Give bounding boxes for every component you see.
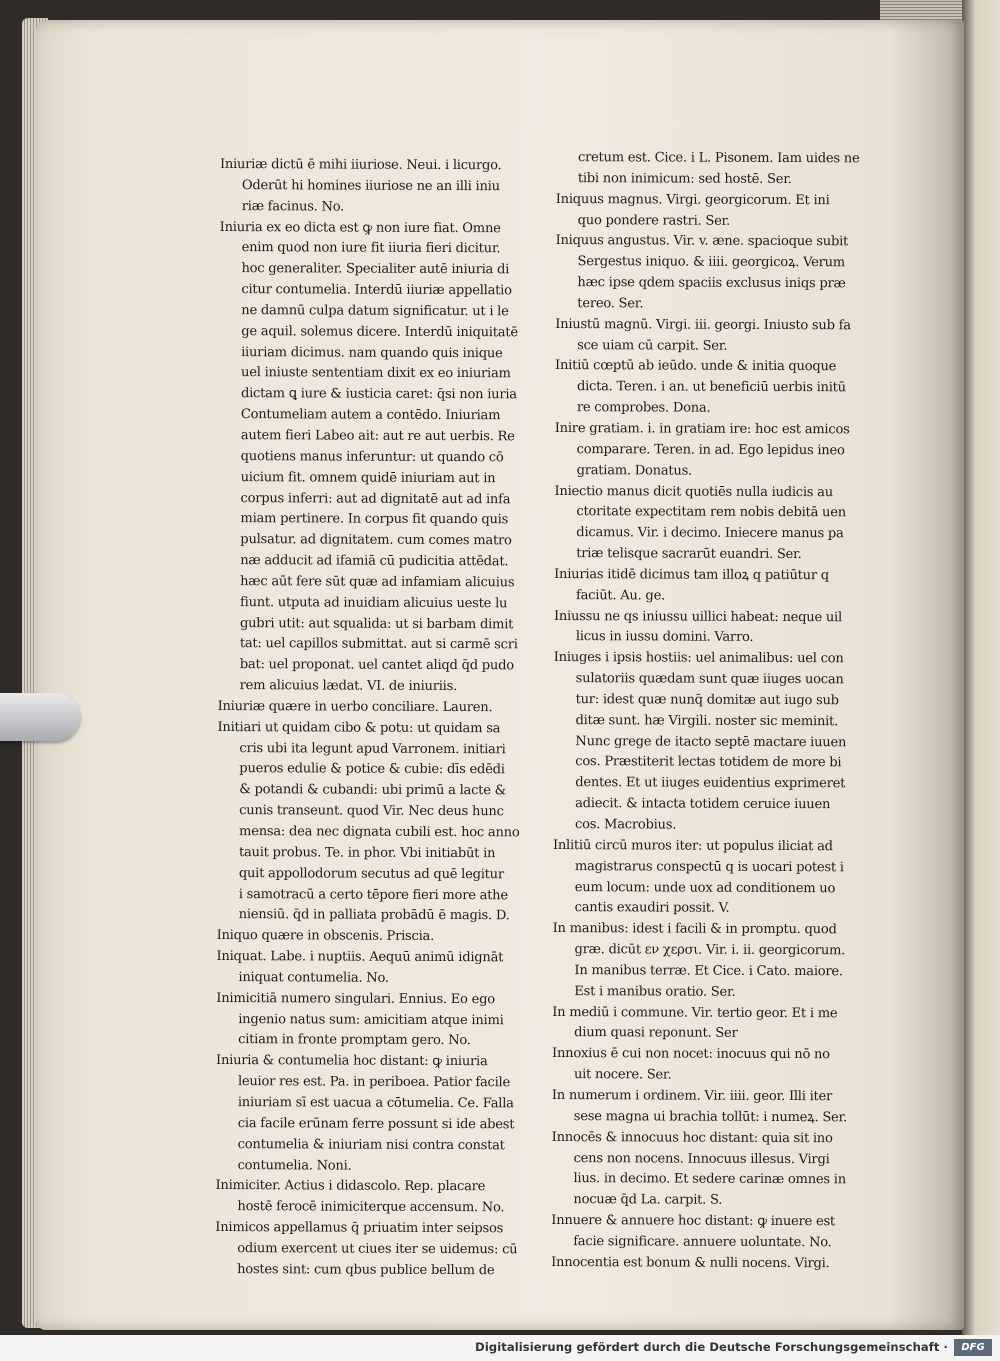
text-line: gubri utit: aut squalida: ut si barbam dimit [239,615,514,632]
text-line: cunis transeunt. quod Vir. Nec deus hunc [239,803,504,820]
text-line: cia facile erūnam ferre possunt si ide abest [237,1115,515,1133]
text-line: iniquat contumelia. No. [238,969,389,986]
text-line: cos. Præstiterit lectas totidem de more bi [575,754,842,771]
text-line: quo pondere rastri. Ser. [577,212,731,229]
text-line: hoc generaliter. Specialiter autē iniuria di [241,261,510,278]
text-line: corpus inferri: aut ad dignitatē aut ad infa [240,490,511,507]
text-line: pueros edulie & potice & cubie: dīs edēdi [239,761,505,778]
dfg-logo-icon: DFG [954,1339,992,1356]
text-line: Iniquus angustus. Vir. v. æne. spacioque subit [555,233,849,250]
text-line: re comprobes. Dona. [576,400,711,416]
text-line: Iniuriæ quære in uerbo conciliare. Lauren. [217,698,493,716]
text-line: uel iniuste sententiam dixit ex eo iniuriam [241,365,511,382]
text-line: uit nocere. Ser. [573,1067,672,1083]
text-line: hostē ferocē inimiciterque accensum. No. [237,1199,505,1216]
text-line: magistrarus conspectū q is uocari potest i [574,858,844,875]
text-line: nocuæ q̄d La. carpit. S. [573,1192,723,1208]
text-line: dicamus. Vir. i decimo. Iniecere manus pa [576,525,844,542]
text-line: hæc ipse qdem spaciis exclusus iniqs præ [577,275,846,292]
page-clip [0,693,80,741]
text-line: Iniustū magnū. Virgi. iii. georgi. Iniusto sub fa [555,316,851,334]
text-line: triæ telisque sacrarūt euandri. Ser. [576,546,802,563]
text-line: sese magna ui brachia tollūt: i numeꝝ. Ser. [573,1108,848,1126]
text-line: dentes. Et ut iiuges euidentius exprimeret [575,775,846,792]
text-line: Iniuges i ipsis hostiis: uel animalibus: uel con [553,650,844,667]
text-line: iiuriam dicimus. nam quando quis inique [241,344,503,361]
text-line: Inire gratiam. i. in gratiam ire: hoc est amicos [554,420,850,438]
text-line: citur contumelia. Interdū iiuriæ appellatio [241,282,512,299]
text-line: ctoritate expectitam rem nobis debitā uen [576,504,846,521]
text-line: hæc aūt fere sūt quæ ad infamiam alicuius [240,573,515,591]
text-line: hostes sint: cum qbus publice bellum de [237,1261,495,1278]
footer-bar [0,1335,1000,1361]
text-line: Iniuria & contumelia hoc distant: ꝙ iniuria [216,1053,488,1070]
text-line: næ adducit ad ifamiā cū pudicitia attēdat. [240,553,509,570]
text-line: tat: uel capillos submittat. aut si carmē scri [239,636,518,653]
text-line: tur: idest quæ nunq̄ domitæ aut iugo sub [575,692,839,709]
text-line: citiam in fronte promptam gero. No. [238,1032,471,1049]
text-line: autem fieri Labeo ait: aut re aut uerbis. Re [240,428,515,445]
text-line: Iniquus magnus. Virgi. georgicorum. Et ini [555,191,830,208]
text-line: Initiū cœptū ab ieūdo. unde & initia quoque [555,358,837,375]
text-line: ditæ sunt. hæ Virgili. noster sic meminit. [575,712,839,730]
text-line: Iniussu ne qs iniussu uillici habeat: neque uil [553,608,842,625]
text-line: & potandi & cubandi: ubi primū a lacte & [239,782,507,799]
text-line: In mediū i commune. Vir. tertio geor. Et i me [552,1004,838,1021]
text-line: ne damnū culpa datum significatur. ut i le [241,303,509,320]
text-line: cantis exaudiri possit. V. [574,900,730,917]
text-line: In manibus: idest i facili & in promptu. quod [552,921,837,938]
text-line: Sergestus iniquo. & iiii. georgicoꝝ. Verum [577,254,846,271]
text-line: Nunc grege de itacto septē mactare iuuen [575,733,847,750]
text-line: Iniquat. Labe. i nuptiis. Aequū animū idignāt [216,949,504,966]
text-line: Innuere & annuere hoc distant: ꝙ inuere est [551,1213,835,1230]
text-line: enim quod non iure fit iiuria fieri dicitur. [241,240,501,257]
text-line: bat: uel proponat. uel cantet aliqd q̄d pudo [239,657,514,674]
text-line: tibi non inimicum: sed hostē. Ser. [577,170,792,187]
text-line: uicium fit. omnem quidē iniuriam aut in [240,469,496,486]
text-line: comparare. Teren. in ad. Ego lepidus ineo [576,441,845,459]
text-line: facie significare. annuere uoluntate. No. [573,1233,832,1251]
text-column-left [215,155,550,1282]
text-line: Iniuria ex eo dicta est ꝙ non iure fiat. Omne [219,219,501,236]
text-line: dicta. Teren. i an. ut beneficiū uerbis initū [576,379,846,396]
text-line: Initiari ut quidam cibo & potu: ut quidam sa [217,719,501,737]
text-line: cris ubi ita legunt apud Varronem. initiari [239,740,506,757]
text-line: Inimiciter. Actius i didascolo. Rep. placare [215,1178,486,1195]
text-line: eum locum: unde uox ad conditionem uo [574,879,836,896]
text-line: contumelia. Noni. [237,1157,352,1174]
text-line: dictam ꝗ iure & iusticia caret: q̄si non iuria [240,386,517,403]
text-line: dium quasi reponunt. Ser [574,1025,738,1042]
text-line: Iniurias itidē dicimus tam illoꝝ q patiūtur q [554,566,829,584]
text-line: i samotracū a certo tēpore fieri more athe [238,886,508,903]
text-line: cens non nocens. Innocuus illesus. Virgi [573,1150,830,1167]
text-line: miam pertinere. In corpus fit quando quis [240,511,509,528]
text-line: iniuriam sī est uacua a cōtumelia. Ce. Falla [237,1095,514,1112]
text-line: adiecit. & intacta totidem ceruice iuuen [575,796,831,813]
text-line: mensa: dea nec dignata cubili est. hoc anno [239,824,520,841]
facing-page [962,0,1000,1335]
text-line: gratiam. Donatus. [576,462,693,479]
text-line: Inimicos appellamus q̄ priuatim inter seipsos [215,1220,504,1237]
text-line: faciūt. Au. ge. [576,587,666,604]
text-line: Innocentia est bonum & nulli nocens. Virgi. [551,1254,830,1271]
text-line: leuior res est. Pa. in periboea. Patior facile [237,1074,511,1091]
text-line: Oderūt hi homines iiuriose ne an illi iniu [241,177,500,195]
text-line: cos. Macrobius. [575,817,677,833]
text-line: Est i manibus oratio. Ser. [574,983,736,1000]
text-line: Iniectio manus dicit quotiēs nulla iudicis au [554,483,833,500]
text-line: ge aquil. solemus dicere. Interdū iniquitatē [241,323,518,341]
text-line: quit appollodorum secutus ad quē legitur [238,865,504,882]
text-line: Inlitiū circū muros iter: ut populus iliciat ad [552,837,833,855]
text-line: sulatoriis quædam sunt quæ iiuges uocan [575,671,844,688]
text-line: Iniquo quære in obscenis. Priscia. [216,928,435,945]
text-line: lius. in decimo. Et sedere carinæ omnes in [573,1171,846,1188]
text-line: Iniuriæ dictū ē mihi iiuriose. Neui. i licurgo. [219,156,502,174]
text-line: niensiū. q̄d in palliata probādū ē magis. D. [238,907,510,924]
text-line: Innoxius ē cui non nocet: inocuus qui nō no [552,1046,830,1063]
text-column-right [551,148,882,1275]
text-line: odium exercent ut ciues iter se uidemus: cū [237,1240,518,1258]
text-line: tauit probus. Te. in phor. Vbi initiabūt in [238,844,496,862]
text-line: In manibus terræ. Et Cice. i Cato. maiore. [574,962,843,980]
text-line: rem alicuius lædat. VI. de iniuriis. [239,678,458,695]
text-line: sce uiam cū carpit. Ser. [577,337,728,354]
text-line: riæ facinus. No. [241,198,345,215]
text-line: tereo. Ser. [577,296,644,312]
text-line: ingenio natus sum: amicitiam atque inimi [238,1011,504,1028]
text-line: licus in iussu domini. Varro. [575,629,754,646]
text-line: contumelia & iniuriam nisi contra constat [237,1136,505,1153]
funding-credit: Digitalisierung gefördert durch die Deutsche Forschungsgemeinschaft · [475,1340,948,1354]
text-line: In numerum i ordinem. Vir. iiii. geor. Illi iter [551,1087,833,1105]
text-line: quotiens manus inferuntur: ut quando cō [240,448,504,466]
text-line: fiunt. utputa ad inuidiam alicuius ueste lu [240,594,508,611]
text-line: Inimicitiā numero singulari. Ennius. Eo ego [216,990,495,1007]
text-line: Contumeliam autem a contēdo. Iniuriam [240,407,501,424]
text-line: græ. dicūt εν χερσι. Vir. i. ii. georgicorum. [574,942,846,959]
text-line: pulsatur. ad dignitatem. cum comes matro [240,532,512,549]
text-line: cretum est. Cice. i L. Pisonem. Iam uides ne [577,150,860,167]
text-line: Innocēs & innocuus hoc distant: quia sit ino [551,1129,833,1146]
